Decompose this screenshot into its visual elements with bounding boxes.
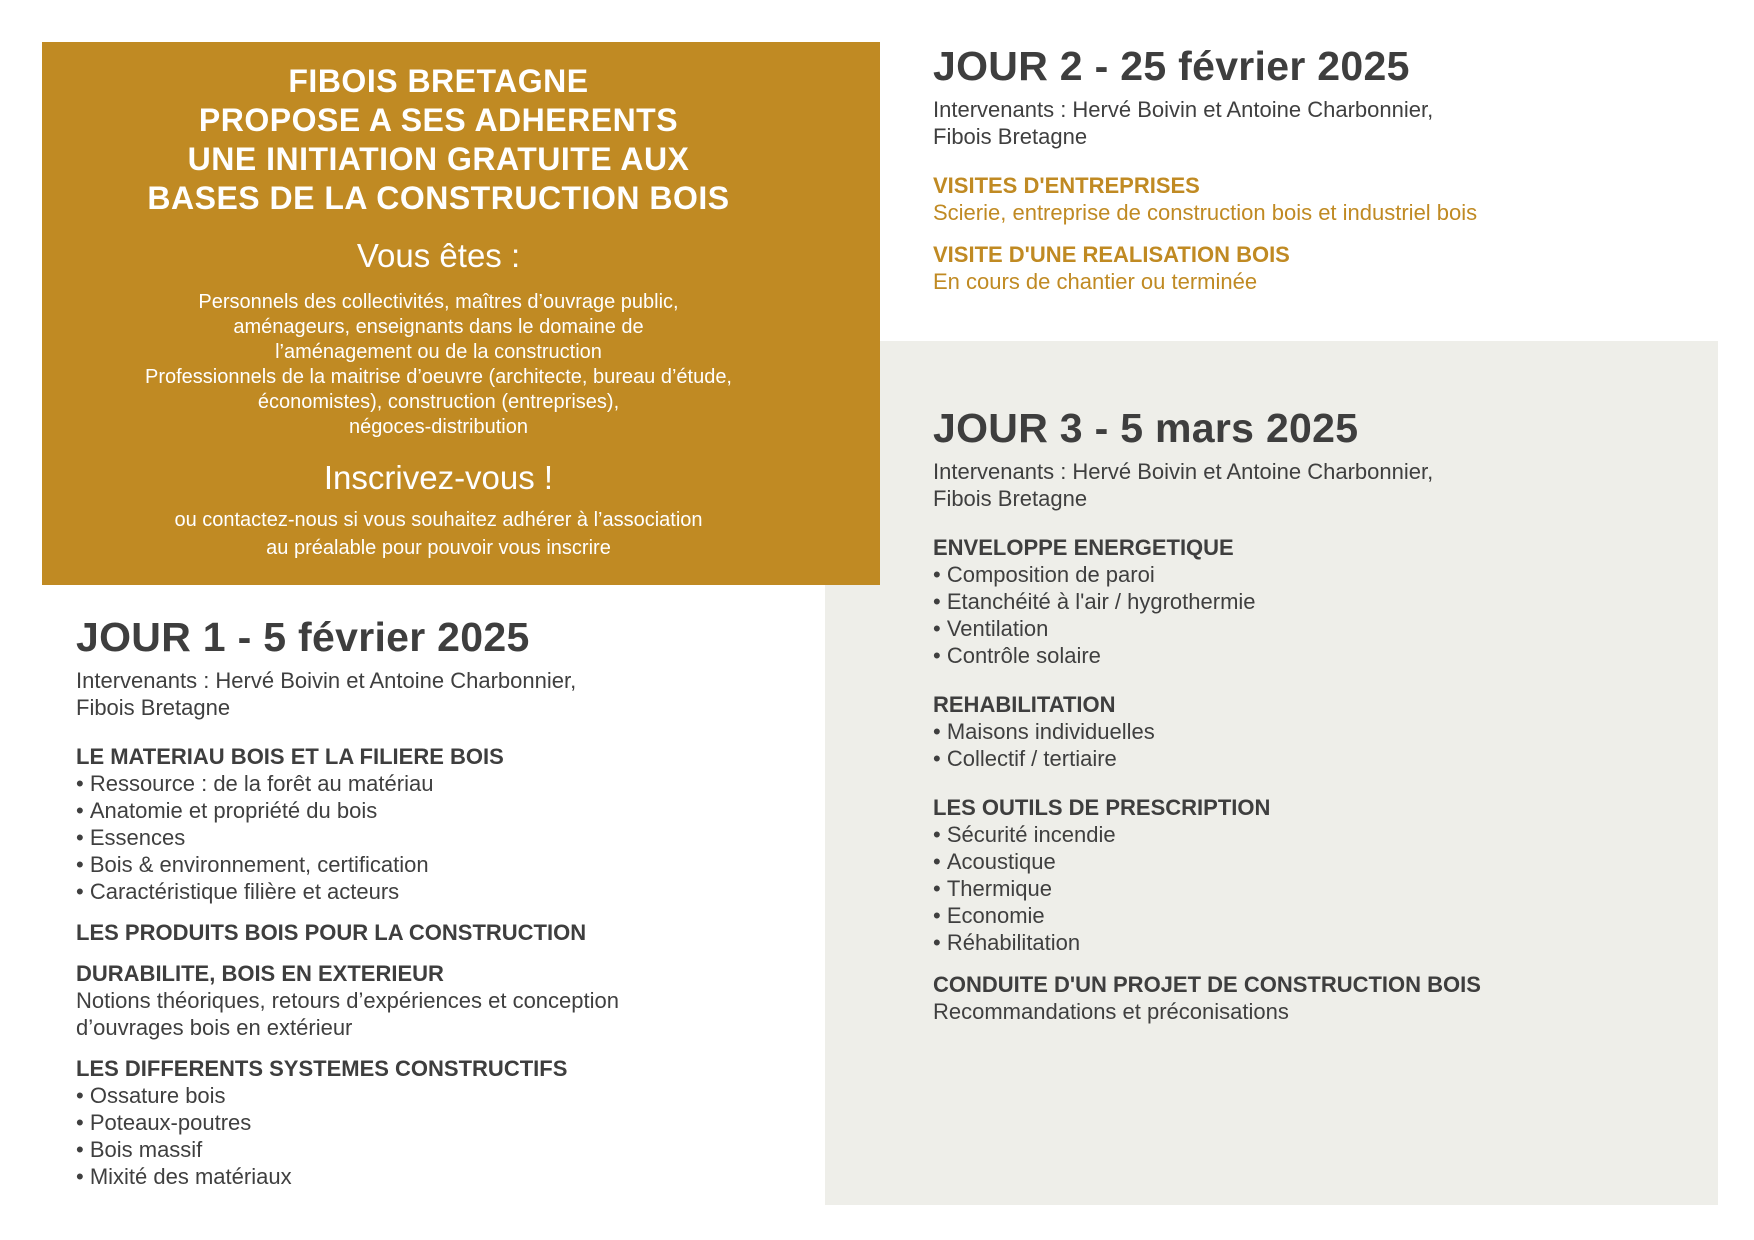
list-item: • Etanchéité à l'air / hygrothermie (933, 588, 1693, 615)
membership-note-line: au préalable pour pouvoir vous inscrire (266, 537, 611, 559)
section-text: Scierie, entreprise de construction bois et industriel bois (933, 200, 1478, 225)
list-item: • Mixité des matériaux (76, 1163, 776, 1190)
day2-section-company-visits (933, 172, 1693, 226)
day3-block (933, 404, 1693, 1025)
bullet-list (933, 561, 1693, 669)
section-title: LES DIFFERENTS SYSTEMES CONSTRUCTIFS (76, 1056, 568, 1081)
section-title: LES PRODUITS BOIS POUR LA CONSTRUCTION (76, 920, 587, 945)
promo-title-line: FIBOIS BRETAGNE (288, 63, 589, 99)
audience-line: Professionnels de la maitrise d’oeuvre (architecte, bureau d’étude, (145, 366, 732, 388)
list-item: • Caractéristique filière et acteurs (76, 878, 776, 905)
section-title: CONDUITE D'UN PROJET DE CONSTRUCTION BOIS (933, 972, 1481, 997)
section-text (76, 987, 776, 1041)
day1-section-material (76, 743, 776, 905)
speakers-line: Fibois Bretagne (933, 486, 1088, 511)
section-title: REHABILITATION (933, 692, 1116, 717)
list-item: • Contrôle solaire (933, 642, 1693, 669)
audience-line: négoces-distribution (349, 416, 528, 438)
list-item: • Réhabilitation (933, 929, 1693, 956)
section-title: DURABILITE, BOIS EN EXTERIEUR (76, 961, 444, 986)
membership-note (42, 506, 835, 562)
list-item: • Anatomie et propriété du bois (76, 797, 776, 824)
speakers-line: Intervenants : Hervé Boivin et Antoine Charbonnier, (933, 459, 1434, 484)
day1-section-building-systems (76, 1055, 776, 1190)
bullet-list (933, 718, 1693, 772)
section-text-line: d’ouvrages bois en extérieur (76, 1015, 353, 1040)
list-item: • Ossature bois (76, 1082, 776, 1109)
day1-speakers (76, 667, 776, 721)
day1-section-products (76, 919, 776, 946)
day3-title: JOUR 3 - 5 mars 2025 (933, 405, 1359, 451)
section-text: Recommandations et préconisations (933, 999, 1289, 1024)
speakers-line: Fibois Bretagne (76, 695, 231, 720)
list-item: • Ventilation (933, 615, 1693, 642)
speakers-line: Intervenants : Hervé Boivin et Antoine Charbonnier, (76, 668, 577, 693)
section-title: LES OUTILS DE PRESCRIPTION (933, 795, 1271, 820)
day2-block (933, 42, 1693, 295)
membership-note-line: ou contactez-nous si vous souhaitez adhérer à l’association (174, 509, 703, 531)
audience-line: Personnels des collectivités, maîtres d’ouvrage public, (198, 291, 679, 313)
day3-section-project-management (933, 971, 1693, 1025)
signup-call-to-action: Inscrivez-vous ! (323, 459, 554, 496)
list-item: • Economie (933, 902, 1693, 929)
audience-description (42, 290, 835, 440)
list-item: • Poteaux-poutres (76, 1109, 776, 1136)
list-item: • Composition de paroi (933, 561, 1693, 588)
day1-title: JOUR 1 - 5 février 2025 (76, 614, 530, 660)
promo-title-line: BASES DE LA CONSTRUCTION BOIS (147, 180, 730, 216)
day2-title: JOUR 2 - 25 février 2025 (933, 43, 1410, 89)
day1-block (76, 613, 776, 1190)
audience-heading: Vous êtes : (356, 237, 521, 274)
audience-line: l’aménagement ou de la construction (275, 341, 602, 363)
list-item: • Thermique (933, 875, 1693, 902)
speakers-line: Intervenants : Hervé Boivin et Antoine Charbonnier, (933, 97, 1434, 122)
promo-title-line: UNE INITIATION GRATUITE AUX (187, 141, 690, 177)
day1-section-durability (76, 960, 776, 1041)
audience-line: économistes), construction (entreprises), (257, 391, 620, 413)
section-title: ENVELOPPE ENERGETIQUE (933, 535, 1234, 560)
list-item: • Acoustique (933, 848, 1693, 875)
list-item: • Essences (76, 824, 776, 851)
list-item: • Ressource : de la forêt au matériau (76, 770, 776, 797)
list-item: • Bois massif (76, 1136, 776, 1163)
day3-speakers (933, 458, 1693, 512)
day3-section-prescription-tools (933, 794, 1693, 956)
bullet-list (76, 770, 776, 905)
day3-section-energy-envelope (933, 534, 1693, 669)
day3-section-rehabilitation (933, 691, 1693, 772)
section-text-line: Notions théoriques, retours d’expériences et conception (76, 988, 619, 1013)
day2-section-building-visit (933, 241, 1693, 295)
bullet-list (933, 821, 1693, 956)
section-title: VISITES D'ENTREPRISES (933, 173, 1200, 198)
promo-title-line: PROPOSE A SES ADHERENTS (198, 102, 679, 138)
section-title: LE MATERIAU BOIS ET LA FILIERE BOIS (76, 744, 504, 769)
promo-title (42, 62, 835, 218)
list-item: • Maisons individuelles (933, 718, 1693, 745)
bullet-list (76, 1082, 776, 1190)
speakers-line: Fibois Bretagne (933, 124, 1088, 149)
section-text: En cours de chantier ou terminée (933, 269, 1258, 294)
section-title: VISITE D'UNE REALISATION BOIS (933, 242, 1290, 267)
list-item: • Collectif / tertiaire (933, 745, 1693, 772)
list-item: • Bois & environnement, certification (76, 851, 776, 878)
day2-speakers (933, 96, 1693, 150)
audience-line: aménageurs, enseignants dans le domaine de (233, 316, 644, 338)
promo-block (42, 62, 835, 562)
list-item: • Sécurité incendie (933, 821, 1693, 848)
